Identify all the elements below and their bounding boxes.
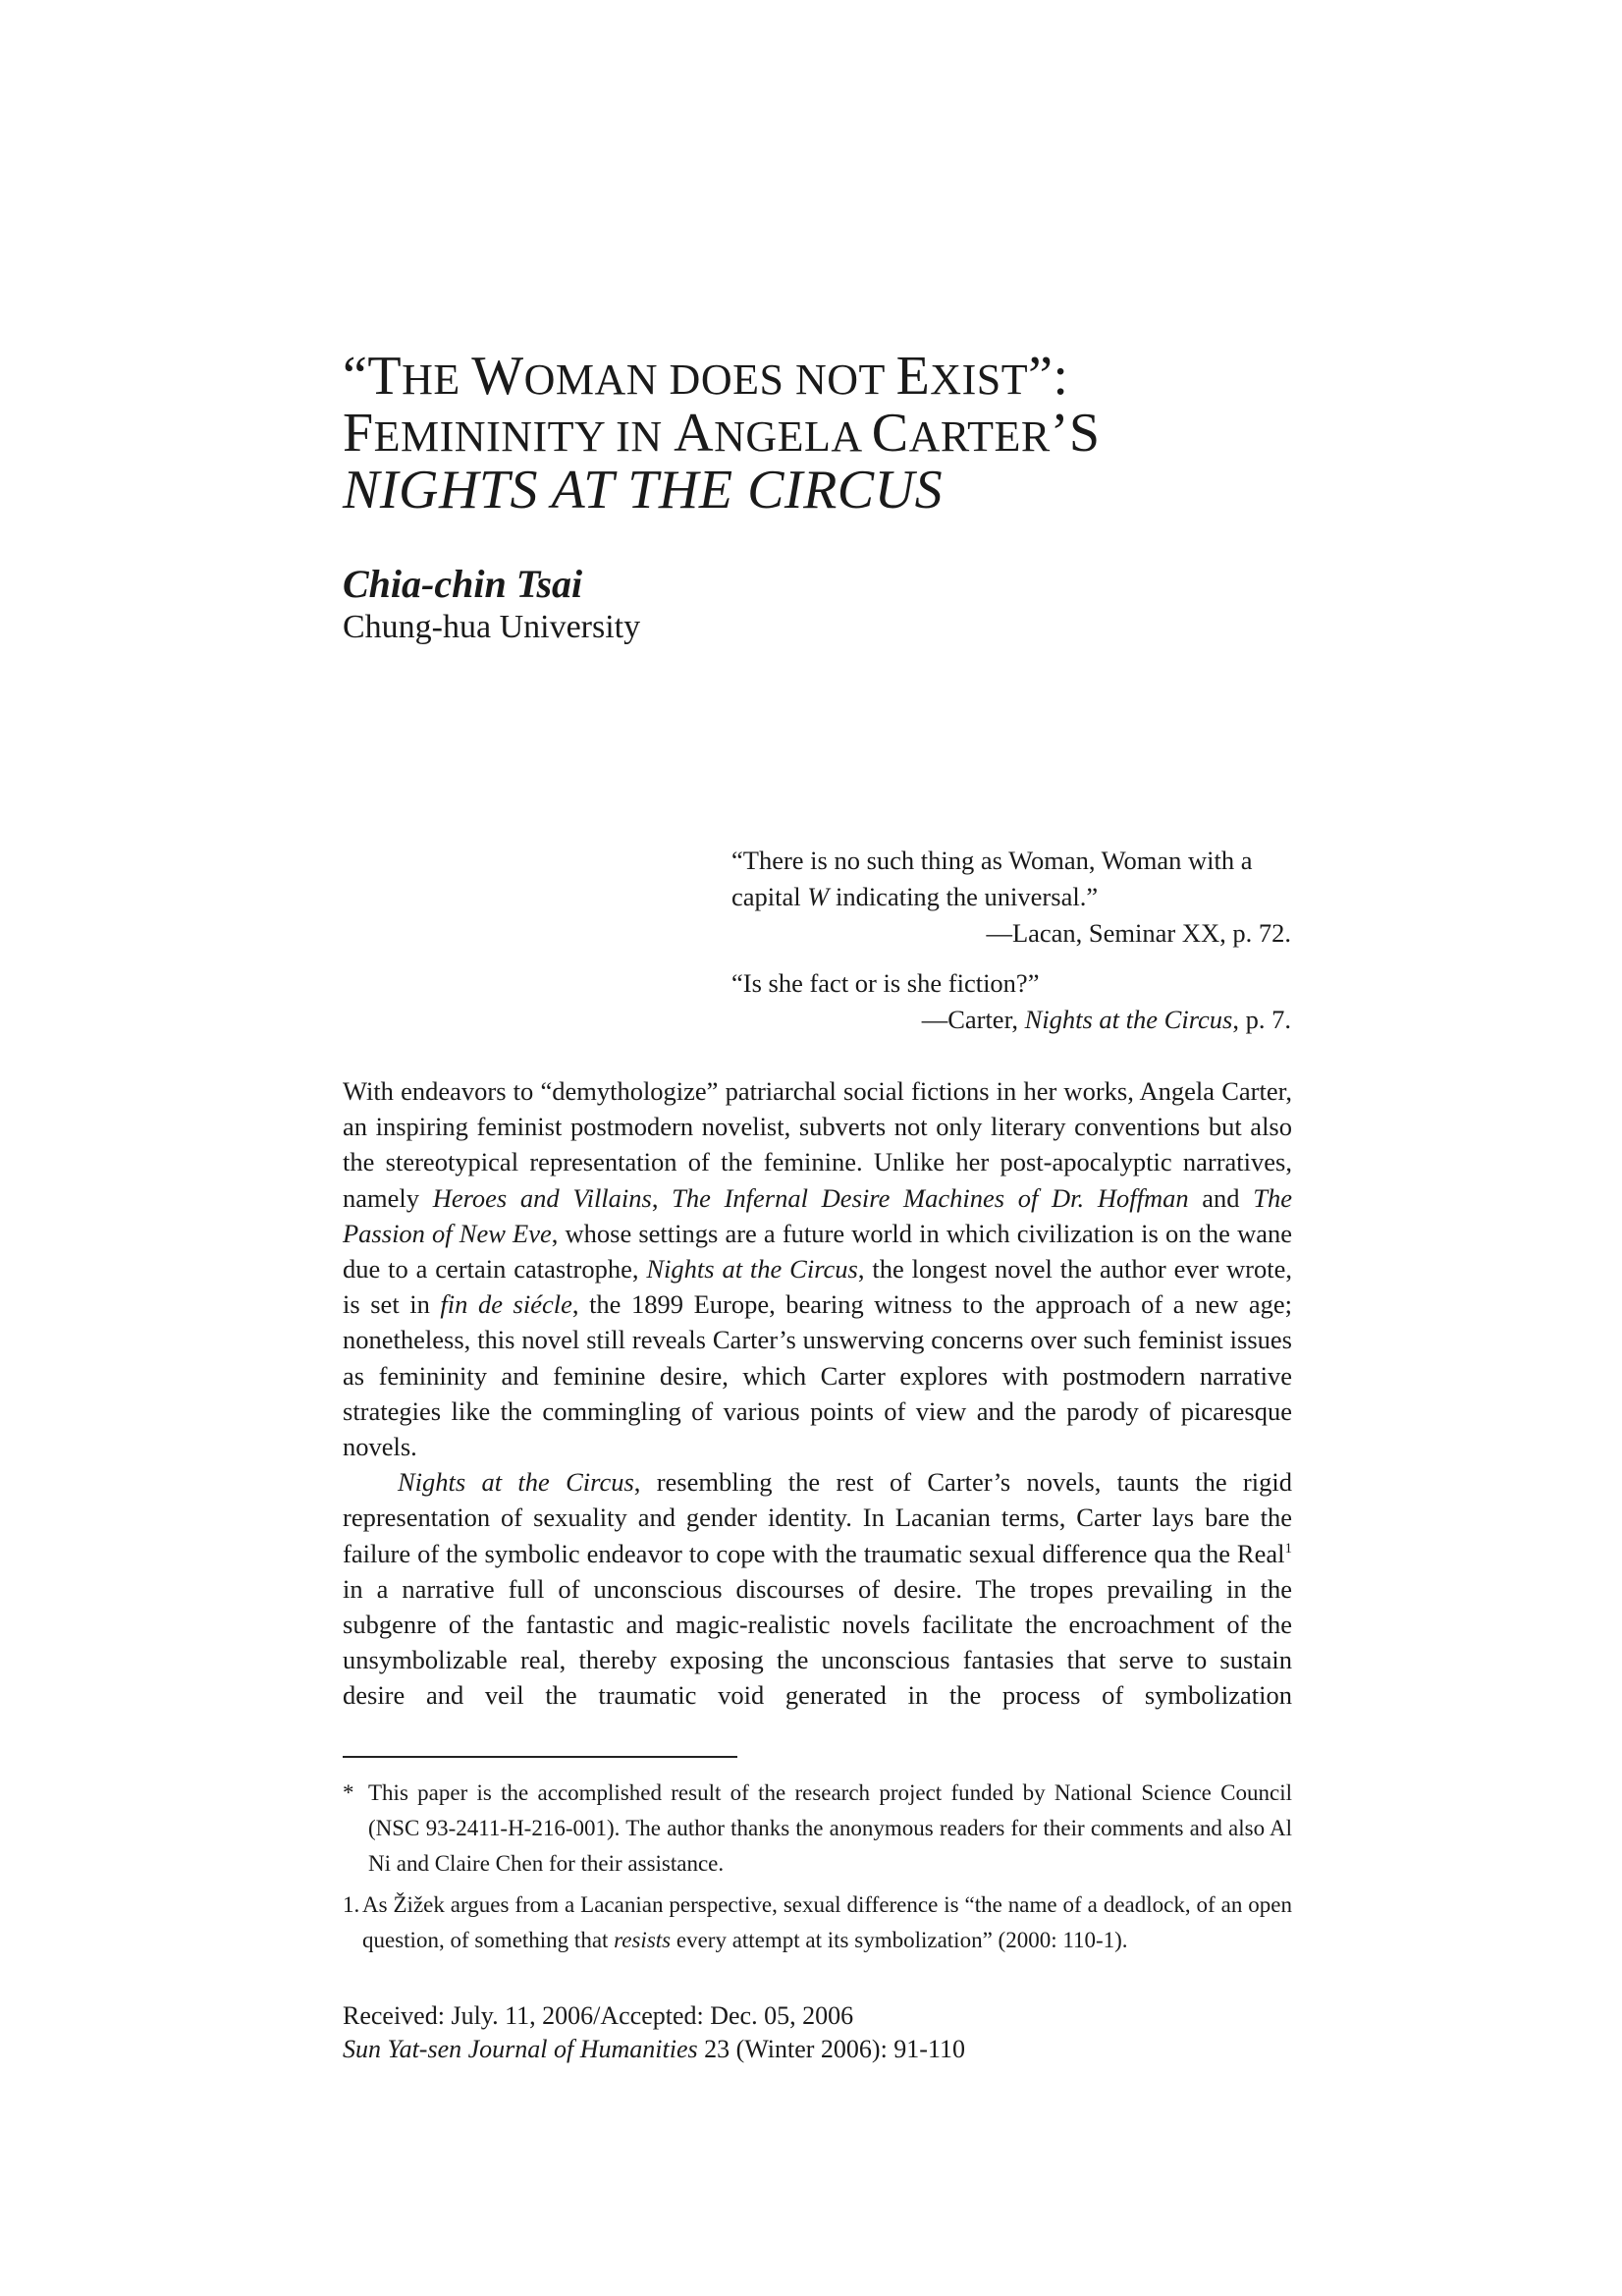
article-title — [343, 346, 1325, 520]
journal-citation: Sun Yat-sen Journal of Humanities 23 (Winter 2006): 91-110 — [343, 2035, 965, 2063]
title-line-2: FEMININITY IN ANGELA CARTER’S — [343, 403, 1101, 464]
body-text — [343, 1073, 1292, 1714]
body-paragraph: With endeavors to “demythologize” patriarchal social fictions in her works, Angela Carter, an inspiring feminist postmodern novelist, subverts not only literary conventions but also the stereotypical representation of the feminine. Unlike her post-apocalyptic narratives, namely Heroes and Villains, The Infernal Desire Machines of Dr. Hoffman and The Passion of New Eve, whose settings are a future world in which civilization is on the wane due to a certain catastrophe, Nights at the Circus, the longest novel the author ever wrote, is set in fin de siécle, the 1899 Europe, bearing witness to the approach of a new age; nonetheless, this novel still reveals Carter’s unswerving concerns over such feminist issues as femininity and feminine desire, which Carter explores with postmodern narrative strategies like the commingling of various points of view and the parody of picaresque novels. — [343, 1076, 1292, 1462]
title-line-3: NIGHTS AT THE CIRCUS — [343, 460, 944, 520]
footnote-divider — [343, 1756, 737, 1758]
footnote-1: 1. As Žižek argues from a Lacanian perspective, sexual difference is “the name of a deadlock, of an open question, of something that resists every attempt at its symbolization” (2000: 110-1). — [343, 1892, 1292, 1952]
footnotes — [343, 1776, 1292, 1958]
footnote-ref[interactable]: 1 — [1284, 1540, 1292, 1557]
body-paragraph: Nights at the Circus, resembling the rest of Carter’s novels, taunts the rigid representation of sexuality and gender identity. In Lacanian terms, Carter lays bare the failure of the symbolic endeavor to cope with the traumatic sexual difference qua the Real$^1$ in a narrative full of unconscious discourses of desire. The tropes prevailing in the subgenre of the fantastic and magic-realistic novels facilitate the encroachment of the unsymbolizable real, thereby exposing the unconscious fantasies that serve to sustain desire and veil the traumatic void generated in the process of symbolization — [343, 1467, 1292, 1711]
footnote-star: * This paper is the accomplished result of the research project funded by National Science Council (NSC 93-2411-H-216-001). The author thanks the anonymous readers for their comments and also Al Ni and Claire Chen for their assistance. — [343, 1780, 1292, 1876]
title-line-1: “THE WOMAN DOES NOT EXIST”: — [343, 346, 1069, 407]
epigraph-quote: “Is she fact or is she fiction?” — [731, 968, 1040, 998]
publication-info — [343, 1999, 965, 2066]
epigraph-source: —Lacan, Seminar XX, p. 72. — [986, 918, 1291, 948]
received-dates: Received: July. 11, 2006/Accepted: Dec. 05, 2006 — [343, 2001, 854, 2030]
epigraphs — [731, 843, 1291, 1038]
author-affiliation: Chung-hua University — [343, 609, 641, 645]
epigraph-quote: “There is no such thing as Woman, Woman with a capital W indicating the universal.” — [731, 846, 1253, 911]
author-name: Chia-chin Tsai — [343, 562, 583, 606]
epigraph-source: —Carter, Nights at the Circus, p. 7. — [921, 1005, 1291, 1034]
